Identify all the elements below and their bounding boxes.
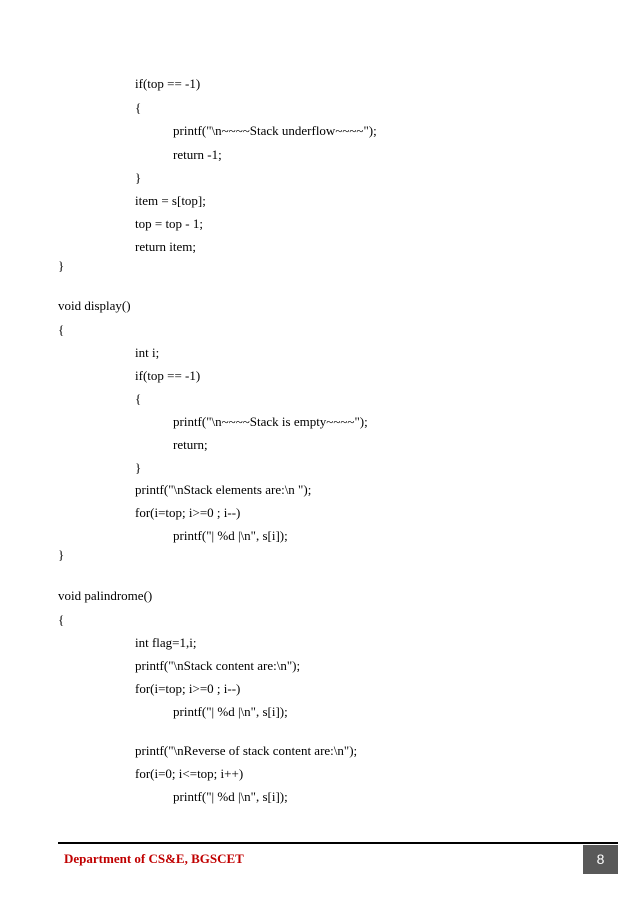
code-line: void display() <box>58 298 131 313</box>
code-line: { <box>58 322 65 337</box>
code-line: for(i=top; i>=0 ; i--) <box>135 681 241 696</box>
code-line: printf("| %d |\n", s[i]); <box>173 704 288 719</box>
footer-department: Department of CS&E, BGSCET <box>64 851 244 866</box>
code-line: printf("\n~~~~Stack underflow~~~~"); <box>173 123 377 138</box>
code-line: if(top == -1) <box>135 76 201 91</box>
code-line: return -1; <box>173 147 222 162</box>
code-line: printf("\nStack content are:\n"); <box>135 658 301 673</box>
code-line: for(i=0; i<=top; i++) <box>135 766 244 781</box>
code-line: printf("| %d |\n", s[i]); <box>173 789 288 804</box>
code-line: item = s[top]; <box>135 193 206 208</box>
code-line: } <box>135 460 142 475</box>
code-line: void palindrome() <box>58 588 153 603</box>
code-line: printf("\nReverse of stack content are:\n"); <box>135 743 358 758</box>
footer-divider <box>58 842 618 844</box>
code-line: if(top == -1) <box>135 368 201 383</box>
code-line: return item; <box>135 239 197 254</box>
page-number: 8 <box>583 845 618 874</box>
code-line: top = top - 1; <box>135 216 203 231</box>
code-line: printf("| %d |\n", s[i]); <box>173 528 288 543</box>
code-line: { <box>58 612 65 627</box>
code-line: printf("\n~~~~Stack is empty~~~~"); <box>173 414 368 429</box>
code-line: for(i=top; i>=0 ; i--) <box>135 505 241 520</box>
code-line: return; <box>173 437 208 452</box>
code-line: } <box>58 547 65 562</box>
code-line: int flag=1,i; <box>135 635 197 650</box>
code-line: int i; <box>135 345 160 360</box>
code-line: { <box>135 100 142 115</box>
code-line: } <box>58 258 65 273</box>
code-line: { <box>135 391 142 406</box>
code-line: } <box>135 170 142 185</box>
code-line: printf("\nStack elements are:\n "); <box>135 482 312 497</box>
